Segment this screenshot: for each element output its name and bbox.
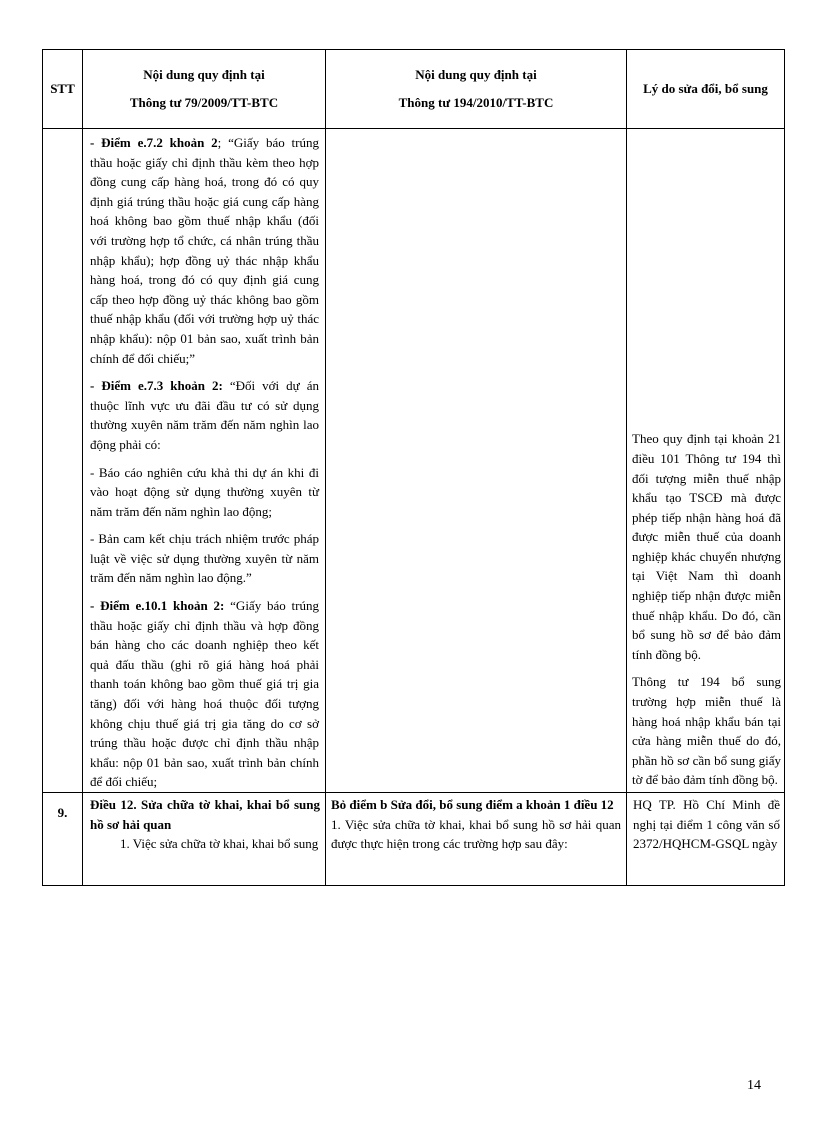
- cont-col4-cell: [627, 129, 785, 793]
- cont-col2-cell: [83, 129, 326, 793]
- row9-col3-title: Bỏ điểm b Sửa đổi, bổ sung điểm a khoản 1 điều 12: [331, 797, 614, 812]
- para-bao-cao: [90, 463, 319, 522]
- para-e101-heading: - Điểm e.10.1 khoản 2:: [90, 598, 225, 614]
- cont-stt-cell: [43, 129, 83, 793]
- header-col3: [326, 50, 627, 129]
- row9-col2-text: 1. Việc sửa chữa tờ khai, khai bổ sung: [120, 836, 319, 852]
- para-e101: [90, 596, 319, 792]
- header-col4: Lý do sửa đổi, bổ sung: [627, 50, 785, 129]
- para-bao-cao-text: - Báo cáo nghiên cứu khả thi dự án khi đi vào hoạt động sử dụng thường xuyên từ năm trăm đến năm nghìn lao động;: [90, 464, 319, 519]
- header-col3-line1: Nội dung quy định tại: [415, 67, 537, 82]
- reason-para-1: Theo quy định tại khoản 21 điều 101 Thông tư 194 thì đối tượng miễn thuế nhập khẩu tạo TSCĐ mà được phép tiếp nhận hàng hoá đã được miễn thuế của doanh nghiệp khác chuyển nhượng tại Việt Nam thì doanh nghiệp tiếp nhận được miễn thuế nhập khẩu. Do đó, cần bổ sung hồ sơ để bảo đảm tính đồng bộ.: [632, 431, 781, 662]
- row9-col3-cell: [326, 793, 627, 886]
- row9-stt: 9.: [43, 793, 83, 886]
- para-e72-heading: - Điểm e.7.2 khoản 2: [90, 135, 218, 150]
- header-col3-line2: Thông tư 194/2010/TT-BTC: [398, 95, 554, 110]
- para-ban-cam-ket: [90, 529, 319, 588]
- para-e72-text: ; “Giấy báo trúng thầu hoặc giấy chỉ định thầu kèm theo hợp đồng cung cấp hàng hoá, trong đó có quy định giá trúng thầu hoặc giá cung cấp hàng hoá không bao gồm thuế nhập khẩu (đối với trường hợp tổ chức, cá nhân trúng thầu nhập khẩu); hợp đồng uỷ thác nhập khẩu hàng hoá, trong đó có quy định giá cung cấp theo hợp đồng uỷ thác không bao gồm thuế nhập khẩu (đối với trường hợp uỷ thác nhập khẩu): nộp 01 bản sao, xuất trình bản chính để đối chiếu;”: [90, 135, 319, 366]
- header-stt: STT: [43, 50, 83, 129]
- row9-col2-cell: [83, 793, 326, 886]
- comparison-table: [42, 49, 785, 886]
- para-e73-text: “Đối với dự án thuộc lĩnh vực ưu đãi đầu tư có sử dụng thường xuyên năm trăm đến năm nghìn lao động phải có:: [90, 378, 320, 452]
- row9-col4-text: HQ TP. Hồ Chí Minh đề nghị tại điểm 1 công văn số 2372/HQHCM-GSQL ngày: [633, 797, 780, 852]
- table-header-row: [43, 50, 785, 129]
- header-col2-line2: Thông tư 79/2009/TT-BTC: [129, 95, 279, 110]
- header-col2-line1: Nội dung quy định tại: [143, 67, 265, 82]
- table-row-9: [43, 793, 785, 886]
- row9-col2-title: Điều 12. Sửa chữa tờ khai, khai bổ sung hồ sơ hải quan: [90, 797, 320, 832]
- para-e101-text: “Giấy báo trúng thầu hoặc giấy chỉ định thầu và hợp đồng bán hàng cho các doanh nghiệp theo kết quả đấu thầu (ghi rõ giá hàng hoá phải thanh toán không bao gồm thuế giá trị gia tăng) đối với hàng hoá thuộc đối tượng không chịu thuế giá trị gia tăng do cơ sở trúng thầu hoặc được chỉ định thầu nhập khẩu: nộp 01 bản sao, xuất trình bản chính để đối chiếu;: [90, 598, 319, 790]
- table-row-continued: [43, 129, 785, 793]
- para-ban-cam-ket-text: - Bản cam kết chịu trách nhiệm trước pháp luật về việc sử dụng thường xuyên từ năm trăm đến năm nghìn lao động.”: [90, 531, 319, 586]
- row9-col3-text: 1. Việc sửa chữa tờ khai, khai bổ sung hồ sơ hải quan được thực hiện trong các trường hợp sau đây:: [331, 816, 621, 852]
- header-col2: [83, 50, 326, 129]
- reason-para-2: Thông tư 194 bổ sung trường hợp miễn thuế là hàng hoá nhập khẩu bán tại cửa hàng miễn thuế do đó, phần hồ sơ cần bổ sung giấy tờ để bảo đảm tính đồng bộ.: [632, 674, 781, 788]
- row9-col4-cell: [627, 793, 785, 886]
- page-number: 14: [747, 1078, 761, 1093]
- para-e73-heading: - Điểm e.7.3 khoản 2:: [90, 378, 223, 394]
- para-e72: [90, 133, 319, 368]
- para-e73: [90, 376, 319, 454]
- cont-col3-cell: [326, 129, 627, 793]
